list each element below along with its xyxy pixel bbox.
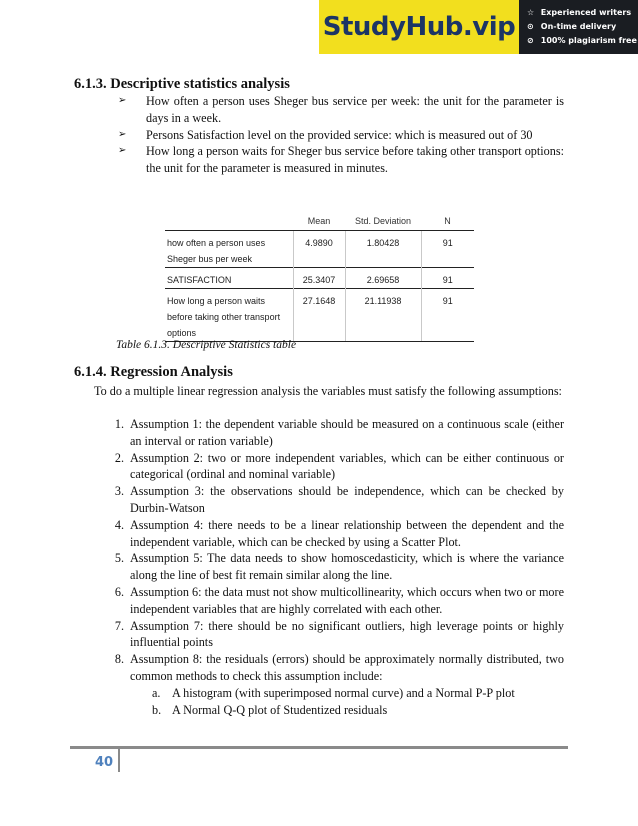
list-item: 8. Assumption 8: the residuals (errors) should be approximately normally distributed, two common methods to check this assumption include: xyxy=(114,652,564,683)
banner-features xyxy=(519,0,638,54)
feature-on-time xyxy=(527,20,638,34)
table-row xyxy=(165,288,474,341)
table-row xyxy=(165,267,474,288)
section-heading-regression: 6.1.4. Regression Analysis xyxy=(74,364,233,380)
list-item: 3. Assumption 3: the observations should be independence, which can be checked by Durbin-Watson xyxy=(114,484,564,515)
list-item: 7. Assumption 7: there should be no significant outliers, high leverage points or highly influential points xyxy=(114,618,564,650)
sub-list-item: a. A histogram (with superimposed normal curve) and a Normal P-P plot xyxy=(152,685,515,700)
cell-std: 21.11938 xyxy=(345,288,421,341)
table-header-row xyxy=(165,212,474,230)
row-label: how often a person uses Sheger bus per week xyxy=(165,230,293,267)
bullet-item: ➢ Persons Satisfaction level on the provided service: which is measured out of 30 xyxy=(118,127,533,142)
arrow-bullet-icon: ➢ xyxy=(118,128,127,140)
bullet-list xyxy=(118,93,564,177)
descriptive-statistics-table xyxy=(165,212,474,342)
logo-text: StudyHub.vip xyxy=(322,12,516,42)
sub-list-item: b. A Normal Q-Q plot of Studentized residuals xyxy=(152,702,388,717)
arrow-bullet-icon: ➢ xyxy=(118,145,127,157)
feature-plagiarism-free xyxy=(527,34,638,48)
shield-icon: ⊘ xyxy=(527,36,534,45)
cell-n: 91 xyxy=(421,230,474,267)
assumptions-list xyxy=(94,416,564,718)
feature-text: 100% plagiarism free xyxy=(540,36,637,45)
table-header-std: Std. Deviation xyxy=(354,215,412,226)
list-item: 1. Assumption 1: the dependent variable should be measured on a continuous scale (either an interval or ration variable) xyxy=(114,417,564,448)
feature-text: On-time delivery xyxy=(540,22,617,31)
cell-std: 2.69658 xyxy=(345,267,421,288)
intro-paragraph: To do a multiple linear regression analysis the variables must satisfy the following assumptions: xyxy=(94,384,562,398)
cell-n: 91 xyxy=(421,267,474,288)
arrow-bullet-icon: ➢ xyxy=(118,95,127,106)
table-caption: Table 6.1.3. Descriptive Statistics table xyxy=(116,339,297,351)
section-heading-descriptive: 6.1.3. Descriptive statistics analysis xyxy=(74,76,290,92)
studyhub-banner[interactable] xyxy=(319,0,638,54)
cell-n: 91 xyxy=(421,288,474,341)
clock-icon: ⊙ xyxy=(527,22,534,31)
cell-mean: 4.9890 xyxy=(293,230,345,267)
table-header-mean: Mean xyxy=(307,215,331,226)
bullet-item: ➢ How long a person waits for Sheger bus service before taking other transport options: the unit for the parameter is measured in minutes. xyxy=(118,144,564,176)
list-item: 2. Assumption 2: two or more independent variables, which can be either continuous or categorical (ordinal and nominal variable) xyxy=(114,450,564,482)
row-label: SATISFACTION xyxy=(165,267,293,288)
feature-text: Experienced writers xyxy=(540,8,632,17)
bullet-item: ➢ How often a person uses Sheger bus service per week: the unit for the parameter is days in a week. xyxy=(118,94,564,125)
cell-mean: 27.1648 xyxy=(293,288,345,341)
table-header-n: N xyxy=(444,215,451,226)
cell-mean: 25.3407 xyxy=(293,267,345,288)
table-header-blank xyxy=(165,212,293,230)
feature-experienced-writers xyxy=(527,6,638,20)
page-number: 40 xyxy=(95,755,114,770)
star-icon: ☆ xyxy=(527,8,535,17)
footer-divider xyxy=(70,746,568,749)
studyhub-logo[interactable] xyxy=(319,0,519,54)
list-item: 6. Assumption 6: the data must not show multicollinearity, which occurs when two or more independent variables that are highly correlated with each other. xyxy=(114,584,564,616)
list-item: 5. Assumption 5: The data needs to show homoscedasticity, which is where the variance along the line of best fit remain similar along the line. xyxy=(114,551,564,583)
sub-list xyxy=(152,685,564,719)
list-item: 4. Assumption 4: there needs to be a linear relationship between the dependent and the independent variable, which can be checked by using a Scatter Plot. xyxy=(114,517,564,549)
footer-vertical-divider xyxy=(118,749,120,772)
cell-std: 1.80428 xyxy=(345,230,421,267)
row-label: How long a person waits before taking other transport options xyxy=(165,288,293,341)
table-row xyxy=(165,230,474,267)
